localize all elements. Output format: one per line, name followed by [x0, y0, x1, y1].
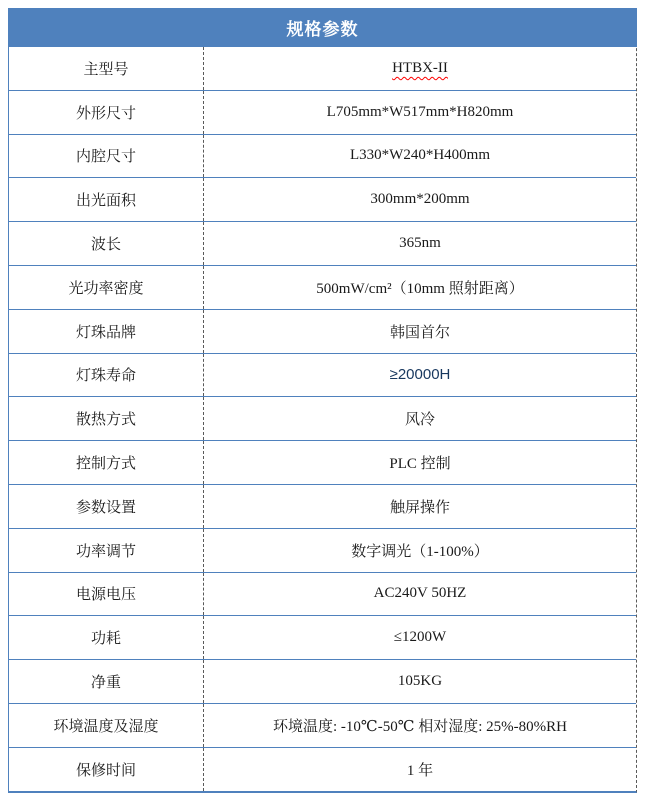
- table-row: [9, 397, 636, 441]
- spec-value: 韩国首尔: [389, 324, 450, 341]
- spec-label: 主型号: [9, 47, 204, 90]
- table-row: [9, 354, 636, 398]
- spec-label: 内腔尺寸: [9, 135, 204, 178]
- spec-label: 净重: [9, 660, 204, 703]
- table-row: [9, 748, 636, 791]
- spec-value: 环境温度: -10℃-50℃ 相对湿度: 25%-80%RH: [273, 718, 567, 735]
- spec-value: 1 年: [406, 762, 434, 779]
- spec-value: L705mm*W517mm*H820mm: [326, 103, 514, 120]
- table-row: [9, 704, 636, 748]
- table-row: [9, 222, 636, 266]
- spec-value: ≤1200W: [393, 629, 447, 646]
- spec-value: 风冷: [404, 412, 435, 429]
- spec-value: HTBX-II: [392, 59, 448, 76]
- spec-value: 105KG: [397, 673, 443, 690]
- spec-value: 300mm*200mm: [370, 191, 470, 208]
- table-row: [9, 266, 636, 310]
- spec-label: 散热方式: [9, 397, 204, 440]
- spec-value: 触屏操作: [389, 499, 450, 516]
- spec-label: 光功率密度: [9, 266, 204, 309]
- table-row: [9, 441, 636, 485]
- table-row: [9, 47, 636, 91]
- spec-value: 数字调光（1-100%）: [351, 543, 489, 560]
- table-title: 规格参数: [8, 8, 637, 47]
- spec-label: 外形尺寸: [9, 91, 204, 134]
- spec-label: 保修时间: [9, 748, 204, 791]
- table-row: [9, 178, 636, 222]
- table-row: [9, 616, 636, 660]
- table-body: [9, 47, 636, 791]
- table-row: [9, 660, 636, 704]
- table-row: [9, 573, 636, 617]
- spec-value: 500mW/cm²（10mm 照射距离）: [316, 280, 524, 297]
- table-row: [9, 310, 636, 354]
- spec-table: [8, 8, 637, 793]
- table-row: [9, 135, 636, 179]
- spec-value: 365nm: [399, 235, 441, 252]
- spec-label: 控制方式: [9, 441, 204, 484]
- spec-value: L330*W240*H400mm: [350, 147, 490, 164]
- spec-value: ≥20000H: [389, 366, 451, 384]
- spec-label: 灯珠寿命: [9, 354, 204, 397]
- table-row: [9, 91, 636, 135]
- spec-label: 灯珠品牌: [9, 310, 204, 353]
- spec-value: PLC 控制: [389, 456, 451, 473]
- spec-label: 环境温度及湿度: [9, 704, 204, 747]
- spec-value: AC240V 50HZ: [373, 585, 467, 602]
- spec-label: 功率调节: [9, 529, 204, 572]
- table-row: [9, 529, 636, 573]
- spec-label: 功耗: [9, 616, 204, 659]
- spec-label: 波长: [9, 222, 204, 265]
- spec-label: 电源电压: [9, 573, 204, 616]
- spec-label: 参数设置: [9, 485, 204, 528]
- spec-label: 出光面积: [9, 178, 204, 221]
- table-row: [9, 485, 636, 529]
